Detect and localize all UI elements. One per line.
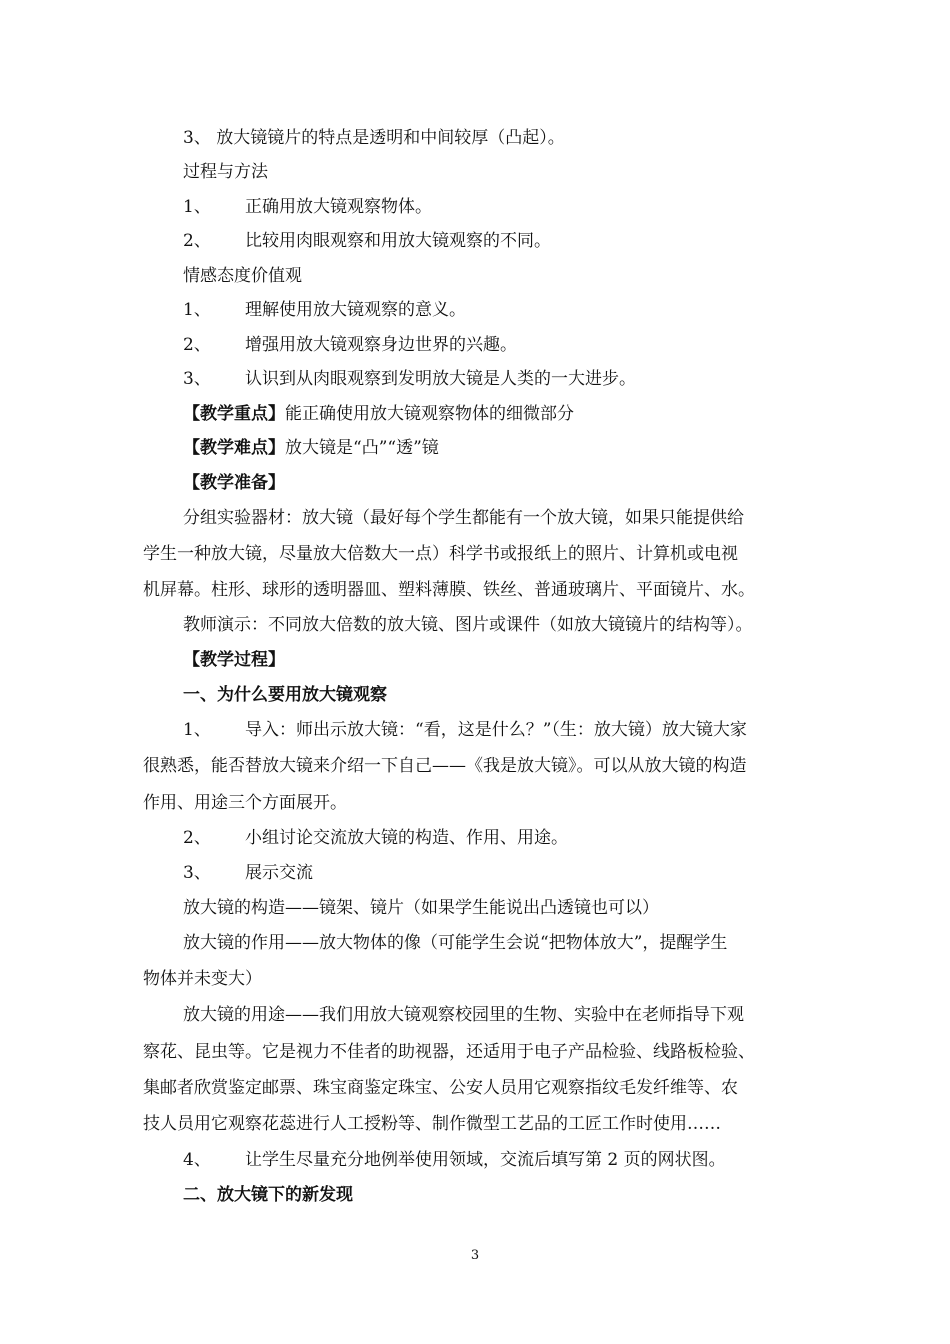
- teaching-preparation-heading: 【教学准备】: [183, 473, 285, 493]
- process-step-1-line-2: 很熟悉，能否替放大镜来介绍一下自己——《我是放大镜》。可以从放大镜的构造: [143, 756, 747, 776]
- attitude-item-1: 1、 理解使用放大镜观察的意义。: [183, 300, 466, 320]
- teaching-difficulty: 【教学难点】放大镜是“凸”“透”镜: [183, 438, 439, 458]
- function-paragraph-line-1: 放大镜的作用——放大物体的像（可能学生会说“把物体放大”，提醒学生: [183, 933, 728, 953]
- section-label-process-methods: 过程与方法: [183, 162, 268, 182]
- materials-paragraph-line-1: 分组实验器材：放大镜（最好每个学生都能有一个放大镜，如果只能提供给: [183, 508, 744, 528]
- process-item-2: 2、 比较用肉眼观察和用放大镜观察的不同。: [183, 231, 551, 251]
- teaching-key-point: 【教学重点】能正确使用放大镜观察物体的细微部分: [183, 404, 574, 424]
- process-step-2: 2、 小组讨论交流放大镜的构造、作用、用途。: [183, 828, 568, 848]
- section-label-attitudes: 情感态度价值观: [183, 266, 302, 286]
- usage-paragraph-line-2: 察花、昆虫等。它是视力不佳者的助视器，还适用于电子产品检验、线路板检验、: [143, 1042, 755, 1062]
- structure-paragraph: 放大镜的构造——镜架、镜片（如果学生能说出凸透镜也可以）: [183, 898, 659, 918]
- materials-paragraph-line-2: 学生一种放大镜，尽量放大倍数大一点）科学书或报纸上的照片、计算机或电视: [143, 544, 738, 564]
- attitude-item-2: 2、 增强用放大镜观察身边世界的兴趣。: [183, 335, 517, 355]
- process-step-1-line-3: 作用、用途三个方面展开。: [143, 793, 347, 813]
- attitude-item-3: 3、 认识到从肉眼观察到发明放大镜是人类的一大进步。: [183, 369, 636, 389]
- teaching-process-heading: 【教学过程】: [183, 650, 285, 670]
- usage-paragraph-line-4: 技人员用它观察花蕊进行人工授粉等、制作微型工艺品的工匠工作时使用……: [143, 1114, 721, 1134]
- page-number: 3: [470, 1248, 480, 1263]
- process-item-1: 1、 正确用放大镜观察物体。: [183, 197, 432, 217]
- usage-paragraph-line-3: 集邮者欣赏鉴定邮票、珠宝商鉴定珠宝、公安人员用它观察指纹毛发纤维等、农: [143, 1078, 738, 1098]
- section-heading-2: 二、放大镜下的新发现: [183, 1185, 353, 1205]
- usage-paragraph-line-1: 放大镜的用途——我们用放大镜观察校园里的生物、实验中在老师指导下观: [183, 1005, 744, 1025]
- process-step-1-line-1: 1、 导入：师出示放大镜：“看，这是什么？”（生：放大镜）放大镜大家: [183, 720, 747, 740]
- section-heading-1: 一、为什么要用放大镜观察: [183, 685, 387, 705]
- objective-line-3: 3、 放大镜镜片的特点是透明和中间较厚（凸起）。: [183, 128, 565, 148]
- materials-paragraph-line-3: 机屏幕。柱形、球形的透明器皿、塑料薄膜、铁丝、普通玻璃片、平面镜片、水。: [143, 580, 755, 600]
- process-step-4: 4、 让学生尽量充分地例举使用领域，交流后填写第 2 页的网状图。: [183, 1150, 726, 1170]
- teacher-demo-line: 教师演示：不同放大倍数的放大镜、图片或课件（如放大镜镜片的结构等）。: [183, 615, 753, 635]
- process-step-3: 3、 展示交流: [183, 863, 313, 883]
- function-paragraph-line-2: 物体并未变大）: [143, 969, 262, 989]
